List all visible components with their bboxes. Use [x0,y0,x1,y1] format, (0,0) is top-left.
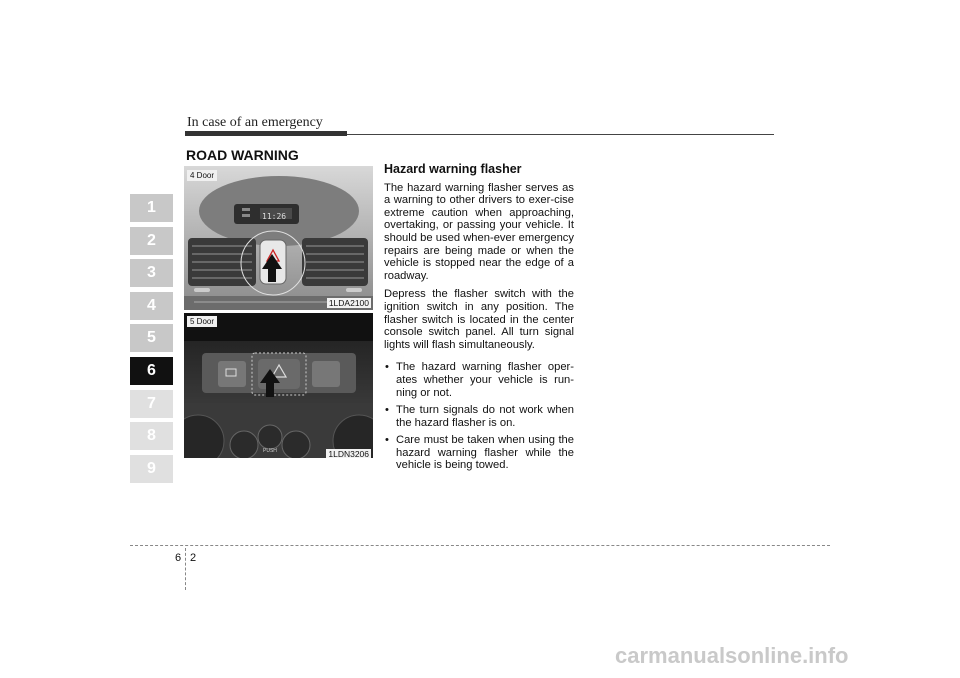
figure-code: 1LDN3206 [328,449,369,458]
bullet-list [384,361,574,472]
dashboard-illustration [184,166,373,310]
chapter-tab-9[interactable]: 9 [130,455,173,483]
footer-vertical-rule [185,548,186,590]
page-chapter-number: 6 [175,552,182,564]
chapter-tab-6[interactable]: 6 [130,357,173,385]
footer-rule [130,545,830,546]
list-item: • Care must be taken when using the hazard warning flasher while the vehicle is being towed. [384,434,574,472]
clock-display: 11:26 [262,212,287,221]
chapter-tab-5[interactable]: 5 [130,324,173,352]
photo-5-door-console [184,313,373,458]
paragraph: The hazard warning flasher serves as a warning to other drivers to exer-cise extreme caution when approaching, overtaking, or passing your vehicle. It should be used when-ever emergency repairs are being made or when the vehicle is stopped near the edge of a roadway. [384,181,574,282]
console-illustration [184,313,373,458]
door-variant-label: 5 Door [187,316,217,327]
content-column [384,163,574,477]
header-rule-thick [185,131,347,136]
page-number: 2 [190,552,197,564]
chapter-tab-7[interactable]: 7 [130,390,173,418]
chapter-tab-4[interactable]: 4 [130,292,173,320]
header-title: In case of an emergency [187,115,323,130]
knob-push-text: PUSH [263,448,277,454]
chapter-tab-1[interactable]: 1 [130,194,173,222]
list-item: • The turn signals do not work when the hazard flasher is on. [384,404,574,429]
chapter-tab-2[interactable]: 2 [130,227,173,255]
chapter-tabs [130,194,173,487]
header-rule-thin [347,134,774,135]
chapter-tab-3[interactable]: 3 [130,259,173,287]
list-item: • The hazard warning flasher oper-ates whether your vehicle is run-ning or not. [384,361,574,399]
door-variant-label: 4 Door [187,170,217,181]
watermark: carmanualsonline.info [615,643,849,668]
photo-4-door-dashboard [184,166,373,310]
subheading: Hazard warning flasher [384,162,522,176]
chapter-tab-8[interactable]: 8 [130,422,173,450]
section-title: ROAD WARNING [186,147,299,163]
paragraph: Depress the flasher switch with the ignition switch in any position. The flasher switch is located in the center console switch panel. All turn signal lights will flash simultaneously. [384,288,574,351]
figure-code: 1LDA2100 [328,298,369,308]
